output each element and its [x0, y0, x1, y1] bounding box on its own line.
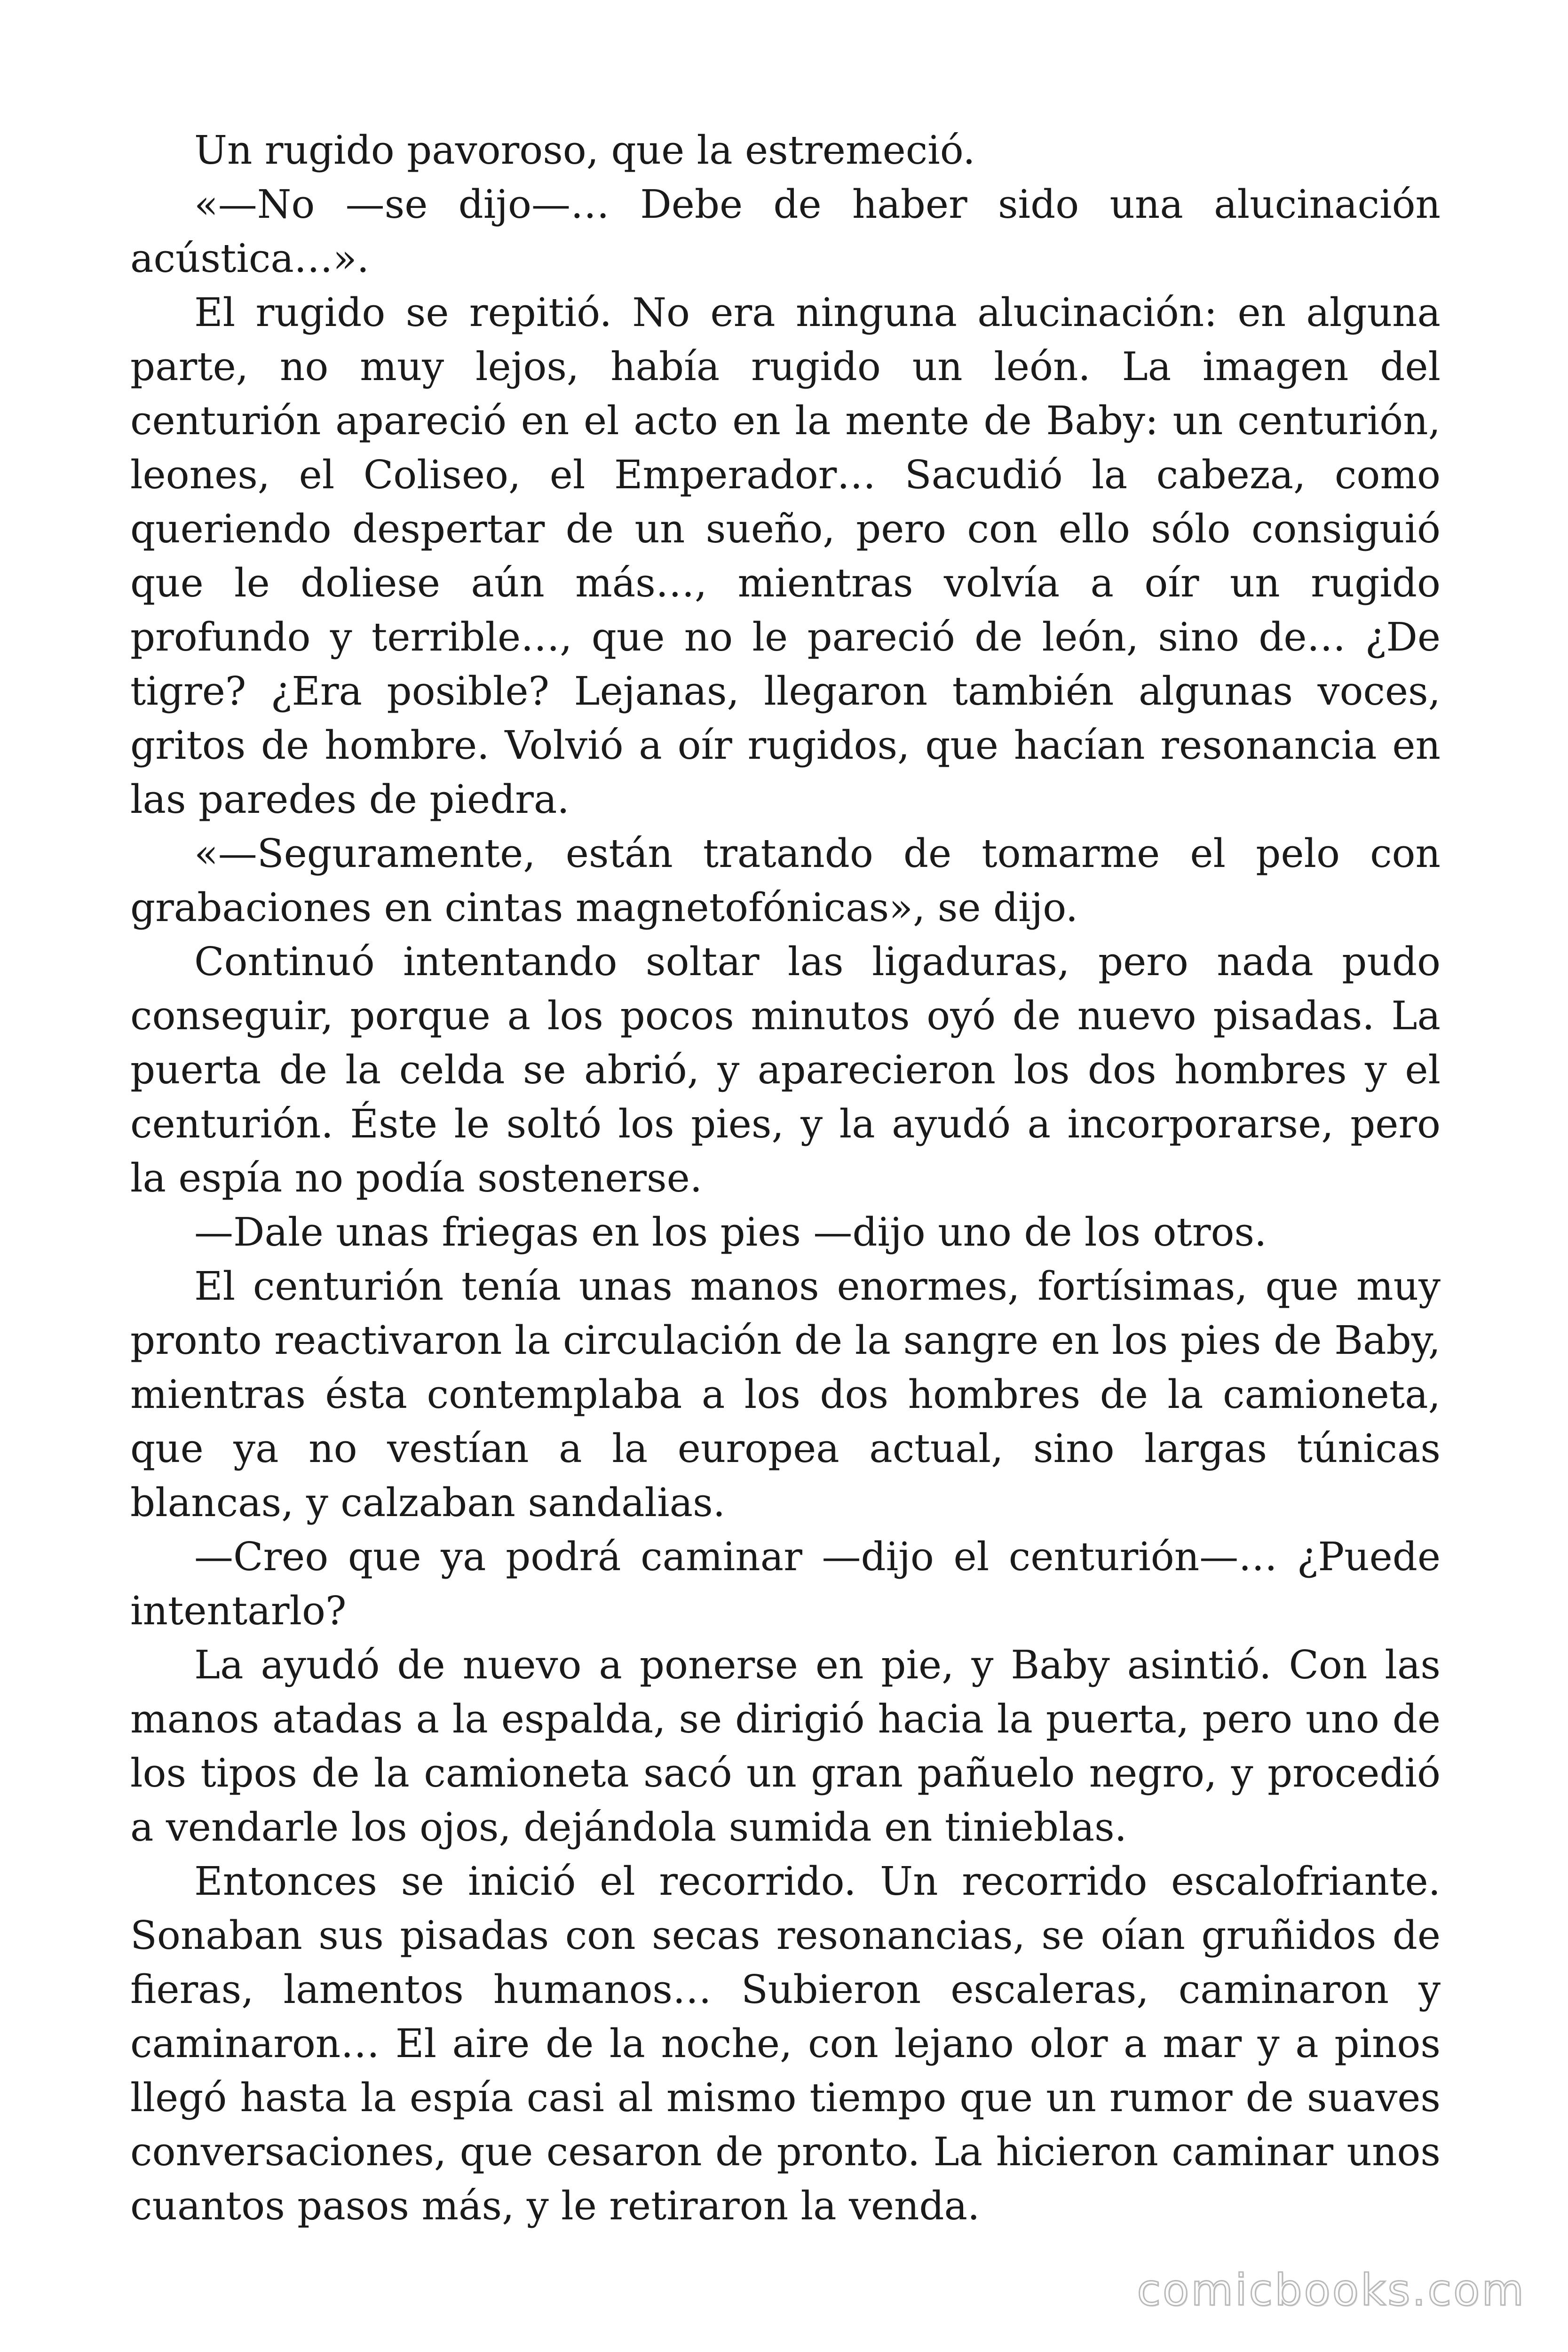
paragraph: «—Seguramente, están tratando de tomarme el pelo con grabaciones en cintas magnetofónicas», se dijo. — [130, 831, 1441, 930]
paragraph: «—No —se dijo—… Debe de haber sido una alucinación acústica…». — [130, 182, 1441, 281]
book-page-text — [130, 123, 1441, 2233]
paragraph: Entonces se inició el recorrido. Un recorrido escalofriante. Sonaban sus pisadas con secas resonancias, se oían gruñidos de fieras, lamentos humanos… Subieron escaleras, caminaron y caminaron… El aire de la noche, con lejano olor a mar y a pinos llegó hasta la espía casi al mismo tiempo que un rumor de suaves conversaciones, que cesaron de pronto. La hicieron caminar unos cuantos pasos más, y le retiraron la venda. — [130, 1859, 1441, 2229]
paragraph: El rugido se repitió. No era ninguna alucinación: en alguna parte, no muy lejos, había rugido un león. La imagen del centurión apareció en el acto en la mente de Baby: un centurión, leones, el Coliseo, el Emperador… Sacudió la cabeza, como queriendo despertar de un sueño, pero con ello sólo consiguió que le doliese aún más…, mientras volvía a oír un rugido profundo y terrible…, que no le pareció de león, sino de… ¿De tigre? ¿Era posible? Lejanas, llegaron también algunas voces, gritos de hombre. Volvió a oír rugidos, que hacían resonancia en las paredes de piedra. — [130, 290, 1441, 822]
paragraph: —Dale unas friegas en los pies —dijo uno de los otros. — [194, 1209, 1267, 1255]
paragraph: La ayudó de nuevo a ponerse en pie, y Baby asintió. Con las manos atadas a la espalda, se dirigió hacia la puerta, pero uno de los tipos de la camioneta sacó un gran pañuelo negro, y procedió a vendarle los ojos, dejándola sumida en tinieblas. — [130, 1642, 1441, 1850]
watermark: comicbooks.com — [1137, 2265, 1526, 2315]
paragraph: Un rugido pavoroso, que la estremeció. — [194, 127, 975, 173]
paragraph: El centurión tenía unas manos enormes, fortísimas, que muy pronto reactivaron la circulación de la sangre en los pies de Baby, mientras ésta contemplaba a los dos hombres de la camioneta, que ya no vestían a la europea actual, sino largas túnicas blancas, y calzaban sandalias. — [130, 1263, 1441, 1526]
paragraph: —Creo que ya podrá caminar —dijo el centurión—… ¿Puede intentarlo? — [130, 1534, 1441, 1634]
paragraph: Continuó intentando soltar las ligaduras, pero nada pudo conseguir, porque a los pocos minutos oyó de nuevo pisadas. La puerta de la celda se abrió, y aparecieron los dos hombres y el centurión. Éste le soltó los pies, y la ayudó a incorporarse, pero la espía no podía sostenerse. — [130, 939, 1441, 1201]
